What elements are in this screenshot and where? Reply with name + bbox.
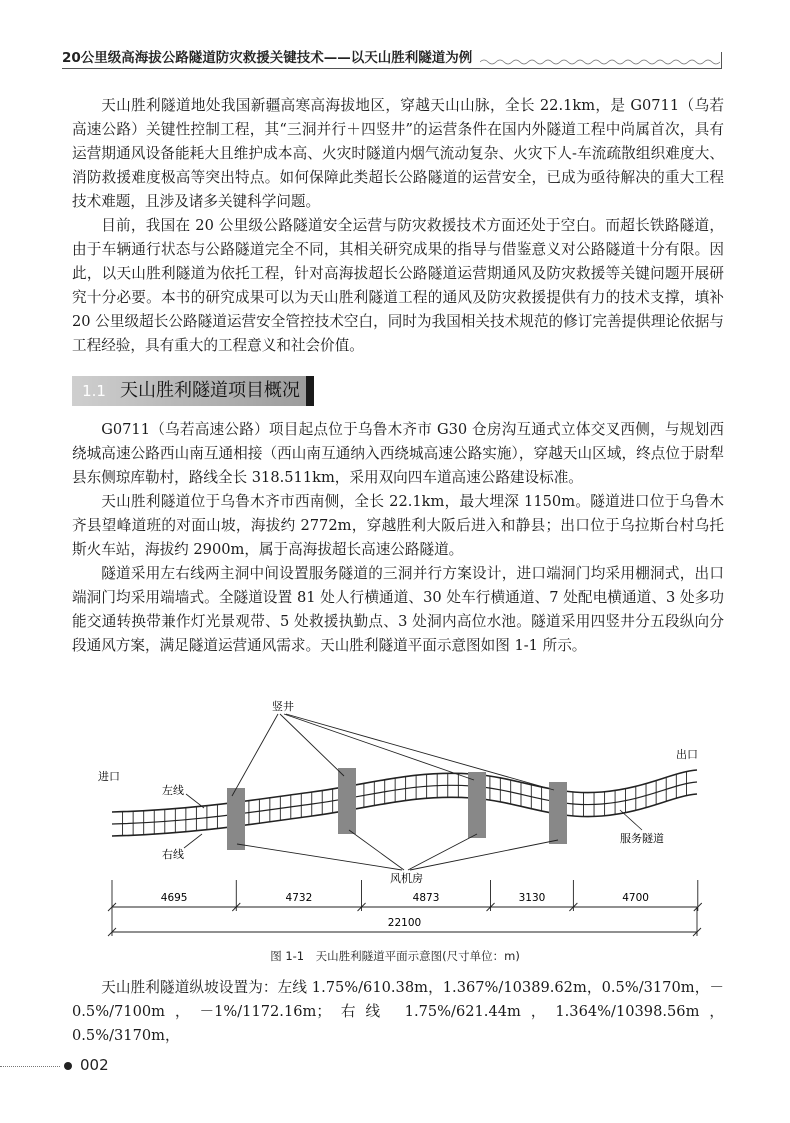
service-tunnel-line — [112, 782, 697, 824]
fan-room-leader-lines — [237, 830, 558, 870]
total-length: 22100 — [387, 917, 422, 929]
running-header — [62, 46, 722, 68]
segment-length-2: 4732 — [285, 892, 313, 904]
section-number: 1.1 — [82, 382, 106, 400]
paragraph-5-text: 隧道采用左右线两主洞中间设置服务隧道的三洞并行方案设计，进口端洞门均采用棚洞式，出口端洞门均采用端墙式。全隧道设置 81 处人行横通道、30 处车行横通道、7 处配电横通道、3 处多功能交通转换带兼作灯光景观带、5 处救援执勤点、3 处洞内高位水池。隧道采用四竖井分五段纵向分段通风方案，满足隧道运营通风需求。天山胜利隧道平面示意图如图 1-1 所示。 — [72, 565, 724, 654]
paragraph-1-text: 天山胜利隧道地处我国新疆高寒高海拔地区，穿越天山山脉，全长 22.1km，是 G0711（乌若高速公路）关键性控制工程，其“三洞并行＋四竖井”的运营条件在国内外隧道工程中尚属首次，具有运营期通风设备能耗大且维护成本高、火灾时隧道内烟气流动复杂、火灾下人-车流疏散组织难度大、消防救援难度极高等突出特点。如何保障此类超长公路隧道的运营安全，已成为亟待解决的重大工程技术难题，且涉及诸多关键科学问题。 — [72, 97, 724, 210]
service-tunnel-label: 服务隧道 — [620, 832, 664, 845]
right-line-tunnel — [112, 794, 697, 836]
paragraph-3 — [72, 418, 724, 490]
segment-length-4: 3130 — [518, 892, 546, 904]
paragraph-2-text: 目前，我国在 20 公里级公路隧道安全运营与防灾救援技术方面还处于空白。而超长铁路隧道，由于车辆通行状态与公路隧道完全不同，其相关研究成果的指导与借鉴意义对公路隧道十分有限。因此，以天山胜利隧道为依托工程，针对高海拔超长公路隧道运营期通风及防灾救援等关键问题开展研究十分必要。本书的研究成果可以为天山胜利隧道工程的通风及防灾救援提供有力的技术支撑，填补 20 公里级超长公路隧道运营安全管控技术空白，同时为我国相关技术规范的修订完善提供理论依据与工程经验，具有重大的工程意义和社会价值。 — [72, 217, 724, 354]
paragraph-3-text: G0711（乌若高速公路）项目起点位于乌鲁木齐市 G30 仓房沟互通式立体交叉西侧，与规划西绕城高速公路西山南互通相接（西山南互通纳入西绕城高速公路实施），穿越天山区域，终点位于尉犁县东侧琼库勒村，路线全长 318.511km，采用双向四车道高速公路建设标准。 — [72, 421, 724, 486]
segment-length-1: 4695 — [160, 892, 188, 904]
right-line-label: 右线 — [162, 848, 184, 861]
fan-room-1 — [227, 788, 245, 850]
segment-length-3: 4873 — [412, 892, 440, 904]
footer-dotted-rule — [0, 1066, 60, 1067]
running-header-title: 20公里级高海拔公路隧道防灾救援关键技术——以天山胜利隧道为例 — [62, 50, 473, 66]
figure-caption: 图 1-1 天山胜利隧道平面示意图(尺寸单位：m) — [270, 949, 520, 963]
right-line-leader — [184, 834, 202, 848]
fan-room-3 — [468, 772, 486, 838]
header-rule — [62, 68, 722, 69]
entrance-label: 进口 — [98, 770, 120, 783]
fan-room-2 — [338, 768, 356, 834]
left-line-leader — [186, 794, 204, 808]
paragraph-5 — [72, 562, 724, 658]
fan-room-label: 风机房 — [390, 872, 423, 885]
paragraph-1 — [72, 94, 724, 214]
paragraph-4 — [72, 490, 724, 562]
tunnel-plan-figure — [72, 692, 732, 942]
left-line-label: 左线 — [162, 784, 184, 797]
shaft-leader-lines — [232, 714, 554, 796]
page-number: 002 — [80, 1056, 109, 1074]
dimension-labels — [161, 892, 649, 929]
fan-room-4 — [549, 782, 567, 844]
paragraph-6 — [72, 976, 724, 1048]
section-heading-endcap — [306, 376, 314, 406]
segment-length-5: 4700 — [622, 892, 649, 904]
service-tunnel-leader — [620, 810, 642, 830]
header-wave-ornament — [480, 56, 720, 68]
footer-bullet — [64, 1062, 72, 1070]
left-line-tunnel — [112, 770, 697, 812]
header-tick — [721, 52, 722, 68]
shaft-label: 竖井 — [272, 700, 294, 713]
exit-label: 出口 — [676, 748, 698, 761]
paragraph-2 — [72, 214, 724, 358]
section-title: 天山胜利隧道项目概况 — [120, 380, 300, 401]
section-heading — [72, 376, 724, 406]
paragraph-6-text: 天山胜利隧道纵坡设置为：左线 1.75%/610.38m，1.367%/10389.62m，0.5%/3170m，－0.5%/7100m，－1%/1172.16m；右线 1.75%/621.44m，1.364%/10398.56m，0.5%/3170m， — [72, 979, 724, 1044]
paragraph-4-text: 天山胜利隧道位于乌鲁木齐市西南侧，全长 22.1km，最大埋深 1150m。隧道进口位于乌鲁木齐县望峰道班的对面山坡，海拔约 2772m，穿越胜利大阪后进入和静县；出口位于乌拉斯台村乌托斯火车站，海拔约 2900m，属于高海拔超长高速公路隧道。 — [72, 493, 724, 558]
